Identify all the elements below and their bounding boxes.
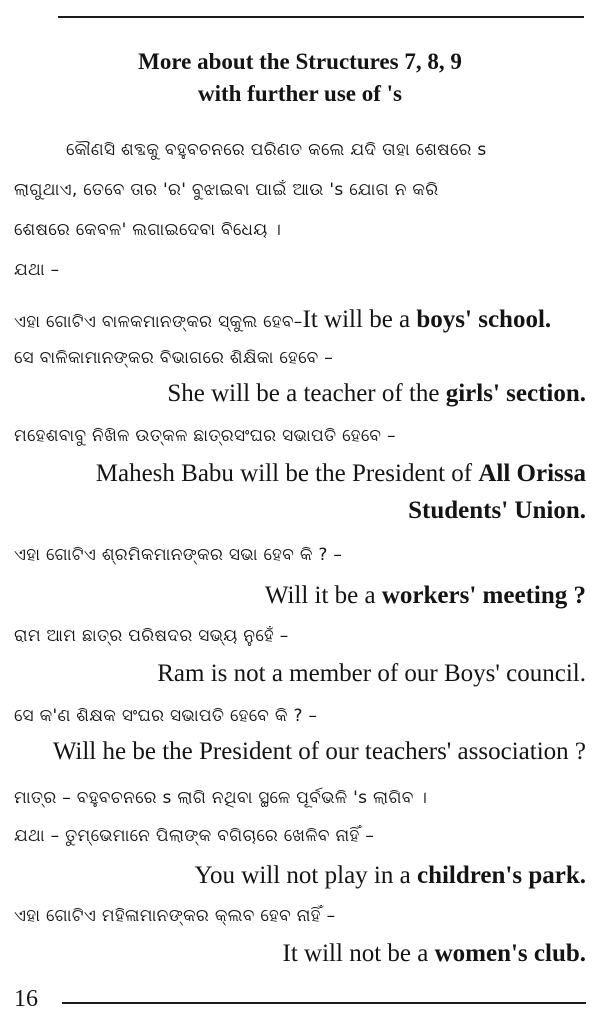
example-7-english <box>194 862 586 890</box>
example-7-bold: children's park. <box>416 862 586 889</box>
intro-line-1: କୌଣସି ଶବ୍ଦକୁ ବହୁବଚନରେ ପରିଣତ କଲେ ଯଦି ତାହା ଶେଷରେ s <box>66 140 487 160</box>
example-2-english <box>167 380 586 408</box>
example-8-english-text: It will not be a <box>282 940 435 967</box>
example-1 <box>14 306 551 334</box>
example-8-english <box>283 940 586 968</box>
intro-line-2: ଲାଗୁଥାଏ, ତେବେ ତାର 'ର' ବୁଝାଇବା ପାଇଁ ଆଉ 's ଯୋଗ ନ କରି <box>14 180 439 200</box>
example-1-english: It will be a <box>302 306 417 333</box>
example-2-english-text: She will be a teacher of the <box>167 380 446 407</box>
example-8-odia: ଏହା ଗୋଟିଏ ମହିଳାମାନଙ୍କର କ୍ଲବ ହେବ ନାହିଁ – <box>14 906 336 926</box>
example-5-english: Ram is not a member of our Boys' council. <box>157 660 586 687</box>
example-5-odia: ରାମ ଆମ ଛାତ୍ର ପରିଷଦର ସଭ୍ୟ ନୁହେଁ – <box>14 626 289 646</box>
example-4-english-text: Will it be a <box>264 582 382 609</box>
heading-line-1: More about the Structures 7, 8, 9 <box>138 49 462 74</box>
example-2-odia: ସେ ବାଳିକାମାନଙ୍କର ବିଭାଗରେ ଶିକ୍ଷିକା ହେବେ – <box>14 348 334 368</box>
intro-line-3: ଶେଷରେ କେବଳ' ଲଗାଇଦେବା ବିଧେୟ । <box>14 220 282 240</box>
example-8-bold: women's club. <box>434 940 586 967</box>
example-4-odia: ଏହା ଗୋଟିଏ ଶ୍ରମିକମାନଙ୍କର ସଭା ହେବ କି ? – <box>14 545 343 565</box>
note-line: ମାତ୍ର – ବହୁବଚନରେ s ଲାଗି ନଥିବା ସ୍ଥଳେ ପୂର୍ବଭଳି 's ଲାଗିବ । <box>14 788 428 808</box>
example-1-odia: ଏହା ଗୋଟିଏ ବାଳକମାନଙ୍କର ସ୍କୁଲ ହେବ– <box>14 312 303 332</box>
example-3-bold: All Orissa <box>478 460 586 487</box>
example-4-bold: workers' meeting ? <box>381 582 586 609</box>
example-2-bold: girls' section. <box>445 380 586 407</box>
example-3-bold-2: Students' Union. <box>408 497 586 524</box>
example-7-english-text: You will not play in a <box>194 862 417 889</box>
example-3-english <box>96 460 586 488</box>
example-6-odia: ସେ କ'ଣ ଶିକ୍ଷକ ସଂଘର ସଭାପତି ହେବେ କି ? – <box>14 706 318 726</box>
example-6-english: Will he be the President of our teachers' association ? <box>52 738 586 765</box>
example-4-english <box>265 582 586 610</box>
example-1-bold: boys' school. <box>416 306 552 333</box>
top-rule <box>58 16 584 18</box>
bottom-rule <box>62 1002 586 1004</box>
section-heading <box>0 46 600 110</box>
example-7-odia: ଯଥା – ତୁମ୍ଭେମାନେ ପିଲାଙ୍କ ବଗିଚାରେ ଖେଳିବ ନାହିଁ – <box>14 826 375 846</box>
heading-line-2: with further use of 's <box>197 81 402 106</box>
example-3-odia: ମହେଶବାବୁ ନିଖିଳ ଉତ୍କଳ ଛାତ୍ରସଂଘର ସଭାପତି ହେବେ – <box>14 426 396 446</box>
yatha-label: ଯଥା – <box>14 260 60 280</box>
page-number: 16 <box>14 986 38 1012</box>
example-3-english-text: Mahesh Babu will be the President of <box>95 460 479 487</box>
example-3-english-cont <box>408 497 586 525</box>
